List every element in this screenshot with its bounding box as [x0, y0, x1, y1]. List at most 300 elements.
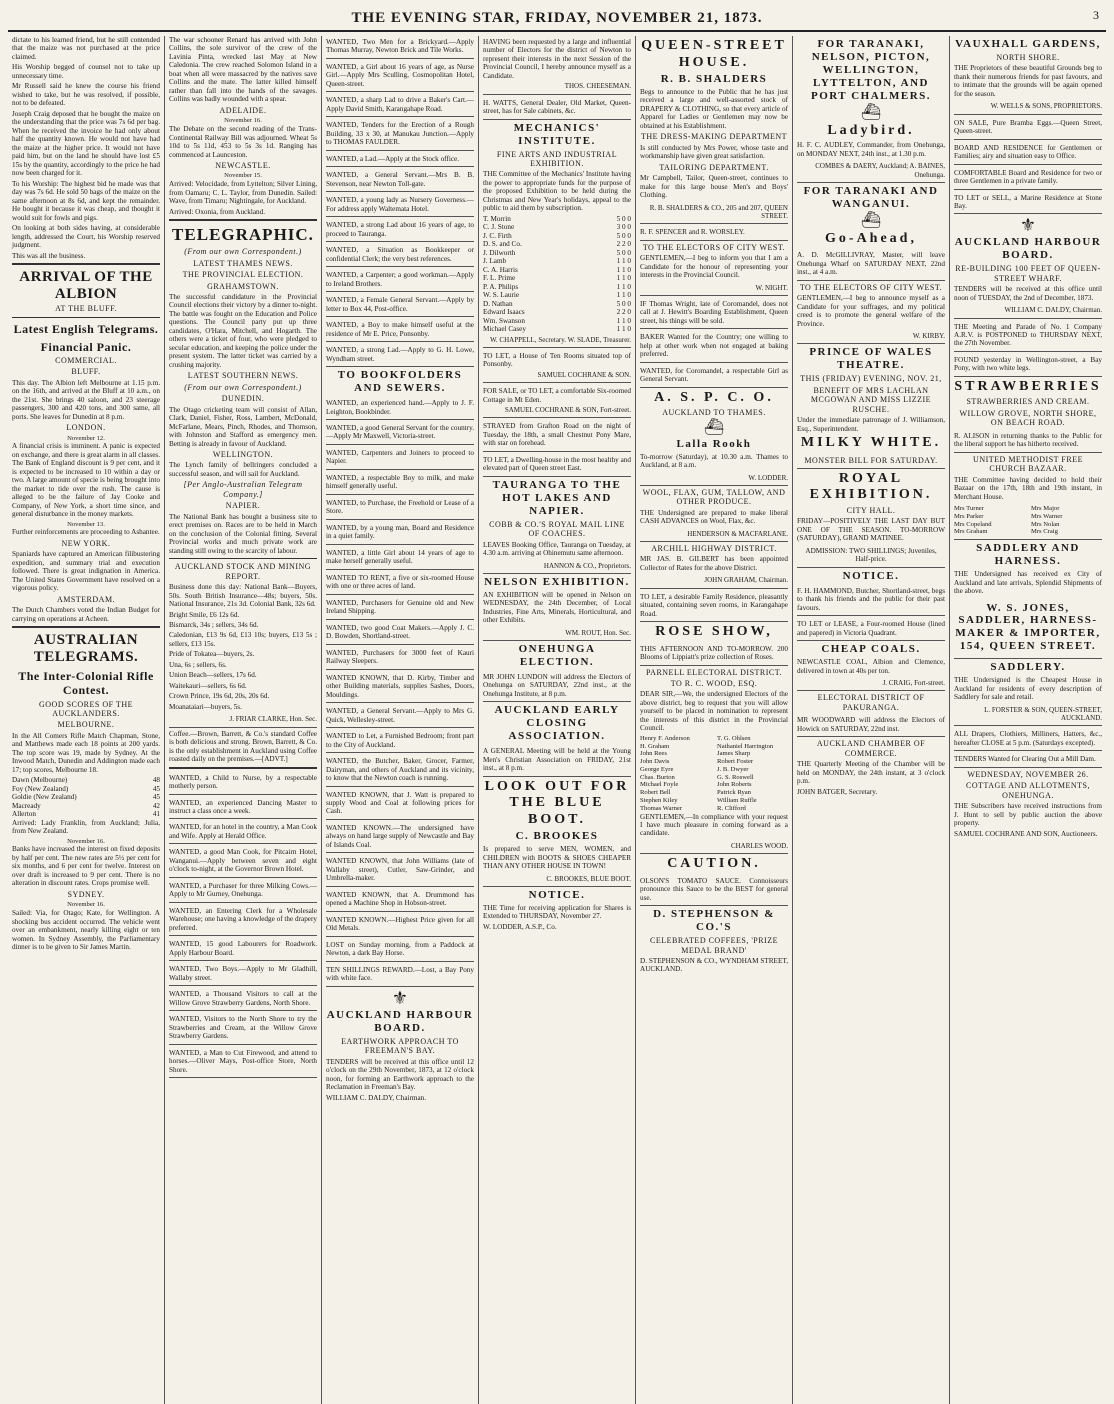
ad-heading: PRINCE OF WALES THEATRE. — [809, 346, 933, 372]
classified-ad — [326, 672, 474, 703]
column-2 — [165, 36, 322, 1404]
ad-text: WANTED, a Situation as Bookkeeper or confidential Clerk; the very best references. — [326, 246, 474, 263]
classified-ad — [640, 226, 788, 240]
subscriber-amount: 5 0 0 — [616, 214, 631, 223]
steamship-icon: ⛴ — [860, 103, 882, 121]
text-paragraph: Banks have increased the interest on fixed deposits by half per cent. The new rates are 5½ per cent for six months, and 6 per cent for twelve. Interest on over draft is increased to 9 per cent. There is no alteration in discount rates. Crops promise well. — [12, 845, 160, 888]
classified-ad — [326, 153, 474, 167]
elector-name: Thomas Warner — [640, 804, 683, 812]
text-paragraph: The National Bank has bought a business site to erect premises on. Races are to be held in March on the conclusion of the Colonial fitting. Several Provincial works and much private work are standing still owing to the scarcity of labour. — [169, 512, 317, 555]
ad-heading: VAUXHALL GARDENS, — [955, 38, 1101, 50]
ad-heading: QUEEN-STREET HOUSE. — [641, 38, 787, 70]
subscriber-amount: 1 1 0 — [616, 291, 631, 300]
ad-text: WANTED, an Entering Clerk for a Wholesale Warehouse; one having a knowledge of the drapery preferred. — [169, 906, 317, 932]
score-value: 45 — [152, 784, 160, 793]
ad-heading: AUCKLAND HARBOUR BOARD. — [954, 236, 1102, 262]
score-name: Foy (New Zealand) — [12, 784, 69, 793]
ad-text: WANTED, a Lad.—Apply at the Stock office. — [326, 154, 459, 163]
subscriber-amount: 2 2 0 — [616, 240, 631, 249]
section-subheading: [Per Anglo-Australian Telegram Company.] — [183, 480, 303, 499]
ad-heading: ROSE SHOW, — [655, 624, 773, 640]
ship-name: Lalla Rookh — [676, 437, 752, 450]
ad-heading: C. BROOKES — [515, 830, 599, 843]
text-paragraph: THE Undersigned are prepared to make liberal CASH ADVANCES on Wool, Flax, &c. — [640, 508, 788, 526]
ad-text: WANTED, by a young man, Board and Residence in a quiet family. — [326, 523, 474, 541]
classified-ad — [483, 36, 631, 95]
text-paragraph: The Dutch Chambers voted the Indian Budget for carrying on operations at Acheen. — [12, 606, 160, 623]
ad-text: WANTED, for Coromandel, a respectable Girl as General Servant. — [640, 366, 788, 384]
ad-text: WANTED, Purchasers for Genuine old and New Ireland Shipping. — [326, 598, 474, 616]
signature: C. BROOKES, BLUE BOOT. — [546, 874, 631, 883]
classified-ad — [326, 822, 474, 853]
classified-ad — [326, 622, 474, 645]
signature: WILLIAM C. DALDY, Chairman. — [326, 1093, 427, 1102]
text-paragraph: THE Quarterly Meeting of the Chamber will be held on MONDAY, the 24th instant, at 3 o'clock p.m. — [797, 760, 945, 786]
subscriber-row — [483, 266, 631, 274]
text-paragraph: To-morrow (Saturday), at 10.30 a.m. Thames to Auckland, at 8 a.m. — [640, 452, 788, 470]
ad-heading: SADDLERY AND HARNESS. — [976, 542, 1080, 568]
signature: W. LODDER, A.S.P., Co. — [483, 922, 557, 931]
section-subheading: AT THE BLUFF. — [55, 304, 117, 314]
signature: R. B. SHALDERS & CO., 205 and 207, QUEEN STREET. — [649, 203, 788, 220]
dateline: LONDON. — [66, 423, 106, 433]
text-paragraph: The Debate on the second reading of the Trans-Continental Railway Bill was adjourned. Wheat 5s 10d to 5s 11d, 453 to 5s 3s 1d. Ranging has commenced at Launceston. — [169, 125, 317, 159]
ad-heading: FOR TARANAKI, NELSON, PICTON, WELLINGTON, LYTTELTON, AND PORT CHALMERS. — [810, 38, 932, 102]
score-name: Goldie (New Zealand) — [12, 793, 77, 802]
ad-text: STRAYED from Grafton Road on the night of Tuesday, the 18th, a small Chestnut Pony Mare, with star on forehead. — [483, 422, 631, 448]
ad-text: WANTED, a strong Lad about 16 years of age, to proceed to Tauranga. — [326, 221, 474, 238]
signature: HENDERSON & MACFARLANE. — [687, 529, 788, 538]
classified-ad — [326, 914, 474, 937]
ad-text: THE Meeting and Parade of No. 1 Company A.R.V. is POSTPONED to THURSDAY NEXT, the 27th November. — [954, 322, 1102, 348]
ad-text: WANTED, Tenders for the Erection of a Rough Building, 33 x 30, at Manukau Junction.—Apply to THOMAS FAULDER. — [326, 121, 474, 147]
classified-ad — [954, 753, 1102, 767]
classified-ad — [326, 194, 474, 217]
classified-ad — [326, 294, 474, 317]
subscriber-row — [483, 249, 631, 257]
classified-ad — [326, 889, 474, 912]
ad-text: WANTED, Carpenters and Joiners to proceed to Napier. — [326, 448, 474, 466]
ad-text: LOST on Sunday morning, from a Paddock at Newton, a dark Bay Horse. — [326, 940, 474, 958]
subscriber-name: D. Nathan — [483, 299, 513, 308]
column-4 — [479, 36, 636, 1404]
classified-ad — [326, 472, 474, 495]
subscriber-row — [483, 223, 631, 231]
text-paragraph: Sailed: Via, for Otago; Kate, for Wellington. A shocking bus accident occurred. The vehicle went over an embankment, nearly killing eight or ten women. In Sydney Assembly, the Parliamentary dinner is to be given to Sir James Martin. — [12, 909, 160, 951]
text-paragraph: FRIDAY—POSITIVELY THE LAST DAY BUT ONE OF THE SEASON. TO-MORROW (SATURDAY), GRAND MATINEE. — [797, 517, 945, 543]
subscriber-row — [483, 325, 631, 333]
ad-heading: SADDLERY. — [990, 661, 1066, 674]
signature: L. FORSTER & SON, QUEEN-STREET, AUCKLAND. — [984, 705, 1102, 723]
text-paragraph: MR JAS. B. GILBERT has been appointed Collector of Rates for the above District. — [640, 555, 788, 572]
text-paragraph: Is prepared to serve MEN, WOMEN, and CHILDREN with BOOTS & SHOES CHEAPER THAN ANY OTHER HOUSE IN TOWN! — [483, 845, 631, 871]
dateline: DUNEDIN. — [221, 394, 265, 404]
signature-block — [483, 334, 631, 348]
masthead-title: THE EVENING STAR, FRIDAY, NOVEMBER 21, 1873. — [351, 10, 763, 26]
signature-block — [483, 560, 631, 574]
text-paragraph: Spaniards have captured an American filibustering expedition, and summary trial and execution followed. There is great indignation in America. The United States Government have resolved on a vigorous policy. — [12, 550, 160, 593]
ad-heading: CAUTION. — [667, 856, 761, 872]
ad-subheading: ELECTORAL DISTRICT OF PAKURANGA. — [817, 693, 925, 712]
subscriber-name: C. J. Stone — [483, 223, 515, 232]
ad-heading: NOTICE. — [842, 569, 900, 582]
score-row — [12, 793, 160, 801]
classified-ad — [326, 597, 474, 620]
signature: W. KIRBY. — [912, 332, 945, 341]
classified-ad — [326, 547, 474, 570]
subscriber-name: T. Morrin — [483, 214, 511, 223]
ad-text: R. F. SPENCER and R. WORSLEY. — [640, 228, 745, 237]
subscriber-name: J. Dilworth — [483, 248, 516, 257]
subscriber-row — [483, 291, 631, 299]
ad-text: H. WATTS, General Dealer, Old Market, Queen-street, has for Sale cabinets, &c. — [483, 98, 631, 116]
classified-ad — [326, 730, 474, 753]
section-heading: TELEGRAPHIC. — [172, 225, 314, 245]
lady-name: Mrs Copeland — [954, 520, 992, 528]
dateline: SYDNEY. — [67, 889, 105, 899]
dateline: NEW YORK. — [61, 538, 111, 548]
signature: SAMUEL COCHRANE AND SON, Auctioneers. — [954, 829, 1098, 838]
classified-ad — [954, 192, 1102, 215]
elector-name: George Eyre — [640, 765, 674, 773]
signature: W. WELLS & SONS, PROPRIETORS. — [990, 102, 1102, 111]
classified-ad — [326, 705, 474, 728]
ad-subheading: THIS (FRIDAY) EVENING, NOV. 21, — [800, 374, 942, 384]
subscriber-name: W. S. Laurie — [483, 291, 520, 300]
ad-text: TO LET, a desirable Family Residence, pleasantly situated, containing seven rooms, in Karangahape Road. — [640, 592, 788, 618]
subscriber-name: Wm. Swanson — [483, 316, 525, 325]
text-paragraph: A financial crisis is imminent. A panic is expected on exchange, and there is great alarm in all classes. The Bank of England discount is 9 per cent, and it is expected to be increased to 10 within a day or two. A large amount of specie is being brought into the market to tide over the rush. The cause is alleged to be the failure of Jay Cooke and Company, of New York, a short time since, and general disturbance in the money markets. — [12, 442, 160, 519]
text-paragraph: H. F. C. AUDLEY, Commander, from Onehunga, on MONDAY NEXT, 24th inst., at 1.30 p.m. — [797, 141, 945, 158]
text-paragraph: In the All Comers Rifle Match Chapman, Stone, and Matthews made each 18 points at 200 yards. The top score was 19, made by Sydney. At the Inwood Match, Dunedin and Addington made each 17; top scores, Melbourne 18. — [12, 731, 160, 774]
score-row — [12, 776, 160, 784]
signature-block — [640, 202, 788, 225]
text-paragraph: The successful candidature in the Provincial Council elections their victory by a dinner to-night. The battle was fought on the Education and Police questions. The Council party put up three candidates, O'Hara, Mitchell, and Hogarth. The others were a ticket of four, who were pledged to secular education, and keeping the police under the present system. The latter ticket was carried by a crushing majority. — [169, 292, 317, 369]
ad-subheading: AUCKLAND TO THAMES. — [662, 408, 766, 418]
ad-heading: D. STEPHENSON & CO.'S — [653, 908, 775, 934]
text-paragraph: This was all the business. — [12, 251, 86, 260]
score-value: 48 — [152, 776, 160, 785]
classified-ad — [640, 331, 788, 362]
signature: D. STEPHENSON & CO., WYNDHAM STREET, AUCKLAND. — [640, 956, 788, 974]
signature: W. CHAPPELL, Secretary. W. SLADE, Treasurer. — [489, 335, 631, 344]
ad-text: WANTED, a Boy to make himself useful at the residence of Mr E. Price, Ponsonby. — [326, 321, 474, 338]
stock-item: Pride of Tokatea—buyers, 2s. — [169, 650, 255, 659]
ad-subheading: AUCKLAND CHAMBER OF COMMERCE. — [816, 739, 926, 758]
subscriber-name: F. L. Prime — [483, 274, 516, 283]
classified-ad — [326, 647, 474, 670]
ad-text: WANTED, a respectable Boy to milk, and make himself generally useful. — [326, 473, 474, 491]
ad-subheading: COBB & CO.'S ROYAL MAIL LINE OF COACHES. — [489, 519, 625, 539]
ad-text: WANTED, a Thousand Visitors to call at the Willow Grove Strawberry Gardens, North Shore. — [169, 990, 317, 1007]
text-paragraph: Coffee.—Brown, Barrett, & Co.'s standard Coffee is both delicious and strong. Brown, Barrett, & Co. is the only establishment in Auckland using Coffee roasted daily on the premises.—[ADVT.] — [169, 729, 317, 764]
lady-name: Mrs Graham — [954, 528, 988, 536]
ad-subheading: WEDNESDAY, NOVEMBER 26. — [967, 769, 1089, 779]
signature-block — [640, 472, 788, 486]
text-paragraph: Arrived: Lady Franklin, from Auckland; Julia, from New Zealand. — [12, 818, 160, 836]
classified-ad — [483, 420, 631, 451]
signature: J. CRAIG, Fort-street. — [882, 679, 945, 688]
classified-ad — [326, 219, 474, 242]
column-3 — [322, 36, 479, 1404]
text-paragraph: F. H. HAMMOND, Butcher, Shortland-street, begs to thank his friends and the public for their past favours. — [797, 585, 945, 616]
ad-subheading: R. B. SHALDERS — [660, 73, 768, 86]
elector-name: H. Graham — [640, 742, 670, 750]
text-paragraph: GENTLEMEN,—I beg to announce myself as a Candidate for your suffrages, and my political creed is to promote the general welfare of the Province. — [797, 294, 945, 328]
ad-subheading: TO R. C. WOOD, ESQ. — [670, 678, 758, 688]
signature — [169, 713, 317, 727]
text-paragraph: Begs to announce to the Public that he has just received a large and well-assorted stock of DRAPERY & CLOTHING, so that every article of Apparel for Ladies or Gentlemen may now be obtained at his Establishment. — [640, 88, 788, 130]
dateline: BLUFF. — [71, 367, 101, 377]
date: November 16. — [67, 837, 105, 845]
ad-subheading: WILLOW GROVE, NORTH SHORE, ON BEACH ROAD. — [959, 408, 1097, 428]
classified-ad — [954, 321, 1102, 352]
score-value: 42 — [152, 801, 160, 810]
classified-ad — [640, 298, 788, 329]
ladies-column — [1031, 505, 1102, 536]
ad-heading: ONEHUNGA ELECTION. — [518, 642, 596, 668]
ad-subheading: THE DRESS-MAKING DEPARTMENT — [640, 132, 788, 142]
text-paragraph: OLSON'S TOMATO SAUCE. Connoisseurs pronounce this Sauce to be the BEST for general use. — [640, 875, 788, 906]
text-paragraph: GENTLEMEN,—In compliance with your request I have much pleasure in coming forward as a candidate. — [640, 812, 788, 838]
subscriber-row — [483, 240, 631, 248]
ad-text: WANTED KNOWN, that John Williams (late of Wallaby street), Cutler, Saw-Grinder, and Umbrella-maker. — [326, 857, 474, 883]
ad-text: BAKER Wanted for the Country; one willing to help at other work when not engaged at baking preferred. — [640, 333, 788, 359]
text-paragraph: Business done this day: National Bank—Buyers, 50s. South British Insurance—48s; buyers, 50s. National Insurance, 21s 3d. Colonial Bank, 32s 6d. — [169, 583, 317, 609]
section-heading: The Inter-Colonial Rifle Contest. — [18, 669, 154, 698]
classified-ad — [169, 963, 317, 986]
signature-block — [640, 574, 788, 588]
stock-item: Waitekauri—sellers, 6s 6d. — [169, 681, 247, 690]
ad-heading: STRAWBERRIES — [954, 378, 1102, 394]
ladies-list — [954, 503, 1102, 540]
crest-icon: ⚜ — [1019, 215, 1037, 236]
signature: SAMUEL COCHRANE & SON, Fort-street. — [504, 406, 631, 415]
text-paragraph: DEAR SIR,—We, the undersigned Electors of the above district, beg to request that you will allow yourself to be placed in nomination to represent the interests of this district in the Provincial Council. — [640, 690, 788, 733]
score-row — [12, 785, 160, 793]
ad-text: WANTED, a Purchaser for three Milking Cows.—Apply to Mr Gurney, Onehunga. — [169, 881, 317, 899]
ad-text: WANTED KNOWN, that J. Watt is prepared to supply Wood and Coal at following prices for Cash. — [326, 790, 474, 816]
text-paragraph: On looking at both sides having, at considerable length, addressed the Court, his Worship reserved judgment. — [12, 224, 160, 250]
classified-ad — [326, 169, 474, 192]
masthead — [8, 4, 1106, 32]
ad-text: TEN SHILLINGS REWARD.—Lost, a Bay Pony with white face. — [326, 965, 474, 983]
text-paragraph: TENDERS will be received at this office until noon of TUESDAY, the 2nd of December, 1873. — [954, 285, 1102, 302]
elector-name: J. B. Dwyer — [717, 765, 749, 773]
subscriber-amount: 1 1 0 — [616, 257, 631, 266]
ad-text: WANTED to Let, a Furnished Bedroom; front part to the City of Auckland. — [326, 732, 474, 749]
ad-heading: AUCKLAND EARLY CLOSING ASSOCIATION. — [494, 704, 620, 743]
section-subheading: LATEST THAMES NEWS. — [193, 258, 293, 268]
signature-block — [640, 282, 788, 296]
ad-text: FOR SALE, or TO LET, a comfortable Six-roomed Cottage in Mt Eden. — [483, 387, 631, 404]
text-paragraph: dictate to his learned friend, but he still contended that the maize was not purchased at the price claimed. — [12, 36, 160, 61]
stock-item: Una, 6s ; sellers, 6s. — [169, 660, 227, 669]
text-paragraph: THE Subscribers have received instructions from J. Hunt to sell by public auction the above property. — [954, 802, 1102, 828]
divider — [12, 626, 160, 628]
ad-text: TO LET or LEASE, a Four-roomed House (lined and papered) in Victoria Quadrant. — [797, 620, 945, 637]
score-list — [12, 776, 160, 818]
subscriber-row — [483, 257, 631, 265]
elector-name: William Ruffle — [717, 796, 757, 804]
ad-text: WANTED KNOWN, that D. Kirby, Timber and other Building materials, supplies Sashes, Doors, Mouldings. — [326, 673, 474, 699]
signature: W. S. JONES, SADDLER, HARNESS-MAKER & IMPORTER, 154, QUEEN STREET. — [955, 601, 1101, 653]
signature-block — [483, 873, 631, 887]
classified-ad — [326, 61, 474, 92]
text-paragraph: AN EXHIBITION will be opened in Nelson on WEDNESDAY, the 24th December, of Local Industries, Fine Arts, Minerals, Horticultural, and other Exhibits. — [483, 590, 631, 625]
section-heading: ARRIVAL OF THE ALBION — [19, 269, 153, 302]
section-subheading: COMMERCIAL. — [55, 355, 117, 365]
ad-text: WANTED, a General Servant.—Mrs B. B. Stevenson, near Newton Toll-gate. — [326, 171, 474, 188]
subscriber-name: J. Lamb — [483, 257, 507, 266]
text-paragraph: His Worship begged of counsel not to take up unnecessary time. — [12, 63, 160, 80]
text-paragraph: Is still conducted by Mrs Power, whose taste and workmanship have given great satisfaction. — [640, 143, 788, 161]
elector-name: Michael Foyle — [640, 781, 679, 789]
ad-subheading: COTTAGE AND ALLOTMENTS, ONEHUNGA. — [966, 781, 1090, 800]
subscriber-amount: 1 1 0 — [616, 265, 631, 274]
ad-text: WANTED, a Child to Nurse, by a respectable motherly person. — [169, 773, 317, 791]
ad-subheading: TO THE ELECTORS OF CITY WEST. — [799, 282, 943, 292]
text-paragraph: The war schooner Renard has arrived with John Collins, the sole survivor of the crew of the Lavinia Pinta, wrecked last May at New Caledonia. The crew reached Solomon Island in a boat when all were massacred by the natives save Collins and the mate. The latter killed himself rather than fall into the hands of the savages. Collins was badly wounded with a spear. — [169, 36, 317, 104]
ad-heading: A. S. P. C. O. — [654, 389, 774, 405]
section-subheading: (From our own Correspondent.) — [184, 382, 302, 392]
elector-name: Patrick Ryan — [717, 789, 751, 797]
divider — [169, 219, 317, 221]
signature: JOHN GRAHAM, Chairman. — [704, 576, 788, 585]
score-name: Allerton — [12, 810, 36, 819]
classified-ad — [326, 119, 474, 150]
text-paragraph: THE Proprietors of these beautiful Grounds beg to thank their numerous friends for past favours, and to intimate that the grounds will be again opened for the season. — [954, 64, 1102, 98]
ad-subheading: CITY HALL. — [846, 506, 896, 515]
classified-ad — [954, 354, 1102, 377]
ship-name: Go-Ahead, — [825, 230, 917, 246]
classified-ad — [326, 789, 474, 820]
ad-text: WANTED, Visitors to the North Shore to try the Strawberries and Cream, at the Willow Grove Strawberry Gardens. — [169, 1015, 317, 1041]
elector-name: Robert Bell — [640, 789, 671, 797]
text-paragraph: MR WOODWARD will address the Electors of Howick on SATURDAY, 22nd inst. — [797, 714, 945, 737]
ad-subheading: RE-BUILDING 100 FEET OF QUEEN-STREET WHARF. — [955, 264, 1101, 283]
stock-item: Bismarck, 34s ; sellers, 34s 6d. — [169, 621, 259, 629]
ad-text: WANTED, Two Boys.—Apply to Mr Gladhill, Wallaby street. — [169, 965, 317, 982]
ad-heading: ROYAL EXHIBITION. — [809, 470, 933, 503]
classified-ad — [169, 772, 317, 795]
subscriber-amount: 1 1 0 — [616, 274, 631, 283]
ad-subheading: FINE ARTS AND INDUSTRIAL EXHIBITION. — [496, 149, 618, 169]
ad-heading: FOR TARANAKI AND WANGANUI. — [803, 184, 939, 210]
section-subheading: GOOD SCORES OF THE AUCKLANDERS. — [39, 699, 133, 718]
classified-ad — [954, 167, 1102, 190]
classified-ad — [326, 855, 474, 886]
text-paragraph: THE Undersigned has received ex City of Auckland and late arrivals, Splendid Shipments of the above. — [954, 570, 1102, 596]
signature: COMBES & DAERY, Auckland; A. BAINES, Onehunga. — [815, 162, 945, 179]
classified-ad — [169, 880, 317, 903]
classified-ad — [483, 350, 631, 383]
ad-subheading: ARCHILL HIGHWAY DISTRICT. — [651, 543, 777, 553]
page-number: 3 — [1093, 8, 1100, 22]
text-paragraph: THE Committee of the Mechanics' Institute having the power to appropriate funds for the purpose of the proposed Exhibition to be held during the Christmas and New Year's holidays, appeal to the public to aid them by subscription. — [483, 170, 631, 213]
lady-name: Mrs Warner — [1031, 512, 1063, 520]
classified-ad — [326, 939, 474, 962]
lady-name: Mrs Nolan — [1031, 520, 1060, 528]
ad-subheading: STRAWBERRIES AND CREAM. — [966, 397, 1090, 407]
steamship-icon: ⛴ — [860, 211, 882, 229]
text-paragraph: GENTLEMEN,—I beg to inform you that I am a Candidate for the honour of representing your interests in the Provincial Council. — [640, 254, 788, 280]
ship-name: Ladybird. — [827, 122, 915, 138]
signature-block — [483, 627, 631, 641]
ad-subheading: CELEBRATED COFFEES, 'PRIZE MEDAL BRAND' — [649, 936, 778, 955]
dateline: ADELAIDE. — [219, 105, 267, 115]
section-subheading: LATEST SOUTHERN NEWS. — [187, 371, 299, 381]
elector-name: John Roberts — [717, 781, 752, 789]
classified-ad — [483, 454, 631, 477]
text-paragraph: THE Committee having decided to hold their Bazaar on the 17th, 18th and 19th instant, in Merchant House. — [954, 475, 1102, 501]
section-subheading: (From our own Correspondent.) — [184, 247, 302, 257]
subscriber-amount: 5 0 0 — [616, 248, 631, 257]
divider — [169, 558, 317, 559]
classified-ad — [169, 846, 317, 877]
score-name: Dawn (Melbourne) — [12, 776, 68, 785]
lady-name: Mrs Major — [1031, 505, 1060, 513]
ad-text: WANTED KNOWN.—The undersigned have always on hand large supply of Newcastle and Bay of Islands Coal. — [326, 823, 474, 849]
date: November 12. — [67, 434, 105, 442]
subscriber-name: J. C. Firth — [483, 231, 512, 240]
signature-text: J. FRIAR CLARKE, Hon. Sec. — [229, 715, 317, 724]
section-heading: Latest English Telegrams. — [13, 321, 159, 336]
subscriber-row — [483, 232, 631, 240]
column-7 — [950, 36, 1106, 1404]
classified-ad — [954, 117, 1102, 140]
dateline: MELBOURNE. — [57, 720, 115, 730]
ad-text: WANTED, a strong Lad.—Apply to G. H. Lowe, Wyndham street. — [326, 346, 474, 363]
ad-heading: MECHANICS' INSTITUTE. — [513, 121, 601, 147]
ad-subheading: BENEFIT OF MRS LACHLAN MCGOWAN AND MISS LIZZIE RUSCHE. — [810, 385, 932, 414]
signature: HANNON & CO., Proprietors. — [543, 561, 631, 570]
elector-name: Stephen Kiley — [640, 796, 678, 804]
ad-text: WANTED, two good Coat Makers.—Apply J. C. D. Bowden, Shortland-street. — [326, 623, 474, 641]
elector-name: G. S. Roswell — [717, 773, 754, 781]
subscriber-row — [483, 283, 631, 291]
dateline: GRAHAMSTOWN. — [207, 281, 279, 291]
classified-ad — [169, 821, 317, 844]
section-heading: Financial Panic. — [40, 339, 132, 354]
ad-text: WANTED, the Butcher, Baker, Grocer, Farmer, Dairyman, and others of Auckland and its vicinity, to know that the Newton coach is running. — [326, 757, 474, 783]
subscriber-amount: 5 0 0 — [616, 231, 631, 240]
section-subheading: THE PROVINCIAL ELECTION. — [182, 270, 304, 280]
signature-block — [640, 528, 788, 542]
date: November 16. — [224, 117, 262, 125]
classified-ad — [326, 244, 474, 267]
subscriber-row — [483, 300, 631, 308]
classified-ad — [640, 591, 788, 622]
ad-text: FOUND yesterday in Wellington-street, a Bay Pony, with two white legs. — [954, 355, 1102, 373]
classified-ad — [326, 522, 474, 545]
ad-text: COMFORTABLE Board and Residence for two or three Gentlemen in a private family. — [954, 168, 1102, 186]
signature-block — [954, 704, 1102, 727]
subscriber-name: C. A. Harris — [483, 265, 518, 274]
ad-text: WANTED TO RENT, a five or six-roomed House with one or three acres of land. — [326, 573, 474, 591]
divider — [169, 767, 317, 769]
ad-heading: AUCKLAND HARBOUR BOARD. — [326, 1008, 474, 1034]
signature: THOS. CHEESEMAN. — [564, 82, 631, 91]
classified-ad — [483, 385, 631, 418]
subscriber-list — [483, 215, 631, 334]
stock-item: Bright Smile, £6 12s 6d. — [169, 610, 240, 619]
ad-heading: CHEAP COALS. — [821, 643, 921, 656]
ad-text: WANTED, a good Man Cook, for Pitcairn Hotel, Wanganui.—Apply between seven and eight o'clock to-night, at the Governor Brown Hotel. — [169, 848, 317, 874]
classified-ad — [326, 964, 474, 987]
signature: CHARLES WOOD. — [730, 841, 788, 850]
elector-column — [717, 735, 788, 813]
